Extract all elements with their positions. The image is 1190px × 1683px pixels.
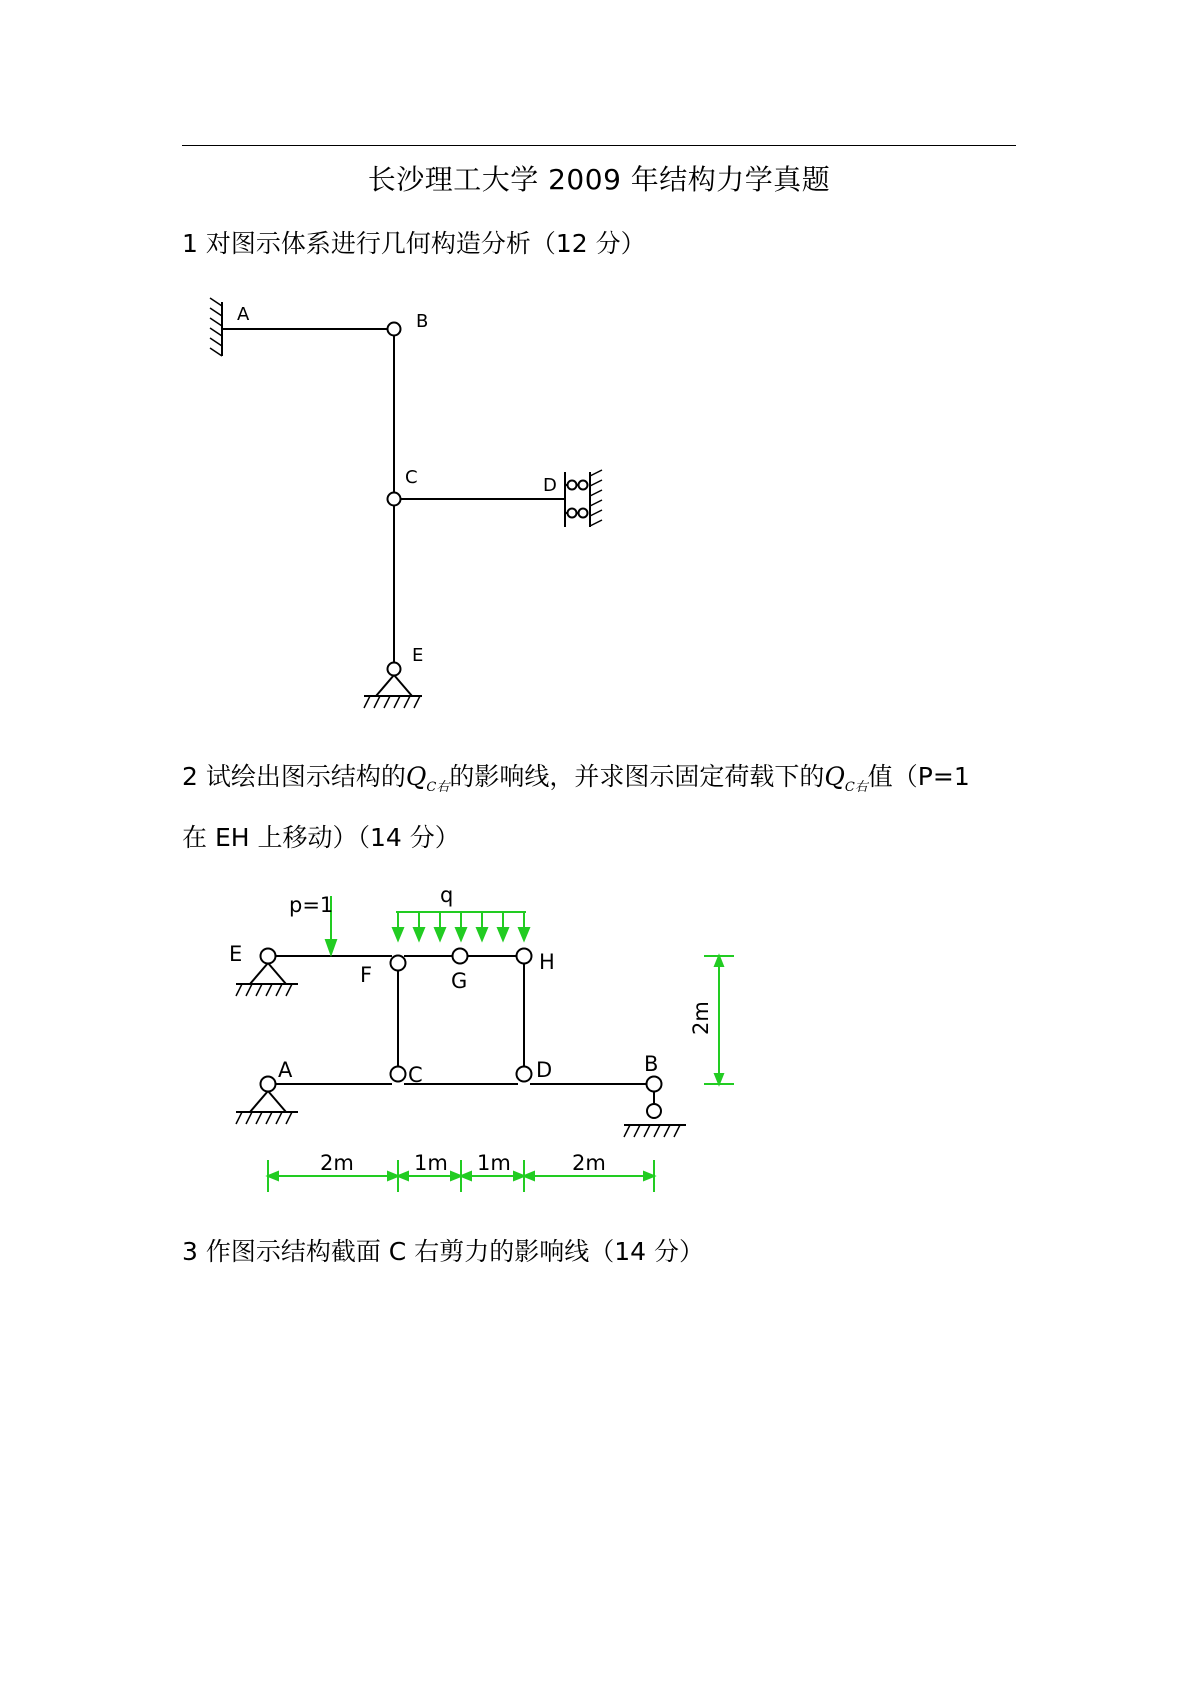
question-2-line-1	[182, 757, 970, 795]
hinge-a	[261, 1077, 276, 1092]
height-dim-label: 2m	[689, 1001, 713, 1035]
hinge-h	[517, 949, 532, 964]
label-a2: A	[278, 1058, 293, 1082]
span-label-2: 1m	[414, 1151, 448, 1175]
hinge-f	[391, 956, 406, 971]
label-d2: D	[536, 1058, 553, 1082]
hinge-b	[388, 323, 401, 336]
hinge-d	[517, 1067, 532, 1082]
question-2-text-middle: 的影响线，并求图示固定荷载下的	[449, 762, 825, 791]
point-load-arrowhead	[326, 940, 336, 954]
header-rule	[182, 145, 1016, 146]
label-e2: E	[229, 942, 243, 966]
roller-support-b	[624, 1091, 686, 1137]
label-e: E	[412, 645, 424, 666]
shear-symbol-2: Q	[824, 762, 845, 791]
shear-symbol-sub-2: C右	[844, 780, 868, 795]
span-label-3: 1m	[477, 1151, 511, 1175]
label-h: H	[539, 950, 555, 974]
label-b2: B	[644, 1052, 659, 1076]
question-3	[182, 1232, 704, 1268]
page-title: 长沙理工大学 2009 年结构力学真题	[367, 163, 831, 196]
hinge-c	[388, 493, 401, 506]
pin-support-e	[364, 663, 422, 709]
span-dimension	[268, 1160, 654, 1192]
question-2-line-2: 在 EH 上移动）（14 分）	[182, 823, 460, 852]
pin-support-a	[236, 1091, 298, 1124]
hinge-e	[261, 949, 276, 964]
question-2-number: 2	[182, 762, 198, 791]
question-3-text: 作图示结构截面 C 右剪力的影响线（14 分）	[205, 1237, 704, 1266]
question-3-number: 3	[182, 1237, 198, 1266]
label-d: D	[543, 475, 557, 496]
label-c2: C	[408, 1063, 423, 1087]
span-label-4: 2m	[572, 1151, 606, 1175]
question-1-text: 对图示体系进行几何构造分析（12 分）	[205, 229, 646, 258]
pin-support-e2	[236, 963, 298, 996]
question-2-text-before: 试绘出图示结构的	[205, 762, 406, 791]
label-g: G	[451, 969, 468, 993]
shear-symbol: Q	[405, 762, 427, 791]
roller-support-d	[565, 470, 602, 527]
span-label-1: 2m	[320, 1151, 354, 1175]
distributed-load-label: q	[440, 883, 454, 907]
distributed-load	[393, 912, 529, 940]
hinge-b	[647, 1077, 662, 1092]
label-c: C	[405, 467, 418, 488]
point-load-label: p=1	[289, 893, 334, 917]
question-2-text-after: 值（P=1	[867, 762, 970, 791]
hinge-g	[453, 949, 468, 964]
height-dimension	[704, 956, 734, 1084]
question-1-number: 1	[182, 229, 198, 258]
label-b: B	[416, 311, 429, 332]
label-a: A	[237, 304, 250, 325]
shear-symbol-sub: C右	[426, 780, 450, 795]
fixed-support-hatch-a	[210, 298, 222, 356]
hinge-c	[391, 1067, 406, 1082]
label-f: F	[360, 963, 373, 987]
question-1	[182, 224, 646, 260]
